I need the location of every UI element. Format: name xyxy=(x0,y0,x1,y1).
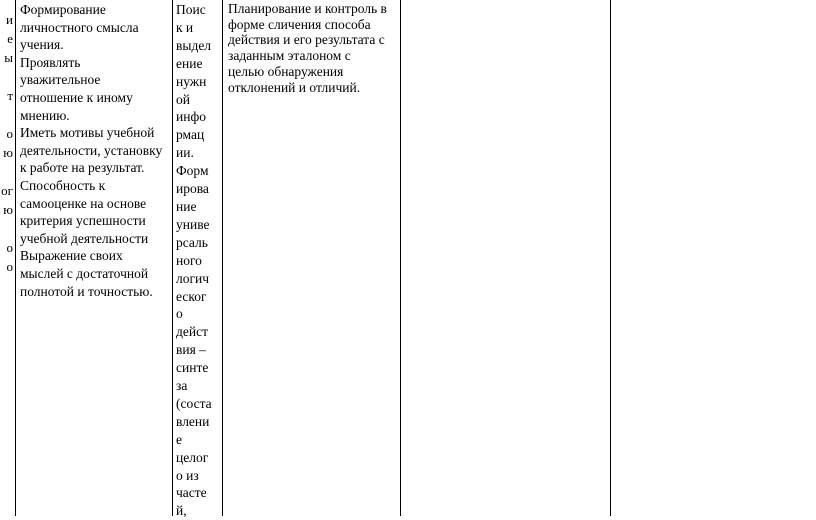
cell-text-line: Формирование xyxy=(20,2,106,17)
text-fragment: ю xyxy=(3,145,13,160)
text-fragment: ы xyxy=(4,50,13,65)
table-border-3 xyxy=(400,0,401,516)
text-fragment xyxy=(0,67,13,86)
cell-text-line: критерия успешности xyxy=(20,213,146,229)
table-cell-personal-results xyxy=(20,0,170,300)
cell-text-line: полнотой и точностью. xyxy=(20,283,153,299)
cell-text-line: (соста xyxy=(176,395,212,411)
cell-text-line: Иметь мотивы учебной xyxy=(20,125,155,141)
cell-text-line: Форм xyxy=(176,163,209,179)
table-cell-cognitive-actions xyxy=(176,0,216,520)
cell-text-line: ение xyxy=(176,55,203,71)
cell-text-line: часте xyxy=(176,485,207,501)
cell-text-line: еског xyxy=(176,288,207,304)
table-cell-empty xyxy=(402,0,608,516)
cell-text-line: целог xyxy=(176,449,209,465)
cell-text-line: ирова xyxy=(176,181,209,197)
table-cell-truncated xyxy=(0,0,13,276)
table-border-4 xyxy=(610,0,611,516)
cell-text-line: Поис xyxy=(176,2,206,17)
cell-text-line: действия и его результата с xyxy=(228,32,385,48)
text-fragment xyxy=(0,105,13,124)
cell-text-line: уважительное xyxy=(20,72,101,88)
cell-text-line: влени xyxy=(176,413,210,429)
cell-text-line: ой xyxy=(176,91,190,107)
cell-text-line: вия – xyxy=(176,342,206,358)
text-fragment: о xyxy=(6,240,13,255)
cell-text-line: ии. xyxy=(176,145,194,161)
cell-text-line: деятельности, установку xyxy=(20,142,163,158)
cell-text-line: дейст xyxy=(176,324,208,340)
table-border-left xyxy=(15,0,16,516)
cell-text-line: о xyxy=(176,306,183,322)
cell-text-line: инфо xyxy=(176,109,206,125)
cell-text-line: отношение к иному xyxy=(20,89,133,105)
cell-text-line: рмац xyxy=(176,127,205,143)
cell-text-line: Способность к xyxy=(20,177,106,193)
cell-text-line: о из xyxy=(176,467,199,483)
cell-text-line: к работе на результат. xyxy=(20,160,145,176)
cell-text-line: униве xyxy=(176,216,210,232)
text-fragment: о xyxy=(6,126,13,141)
table-cell-regulatory-actions xyxy=(228,0,398,95)
cell-text-line: за xyxy=(176,378,188,394)
cell-text-line: выдел xyxy=(176,37,212,53)
text-fragment: о xyxy=(6,259,13,274)
cell-text-line: Проявлять xyxy=(20,54,81,70)
cell-text-line: форме сличения способа xyxy=(228,16,371,32)
cell-text-line: к и xyxy=(176,19,194,35)
cell-text-line: Планирование и контроль в xyxy=(228,1,387,16)
text-fragment: ю xyxy=(3,202,13,217)
cell-text-line: й, xyxy=(176,503,187,519)
table-cell-empty xyxy=(612,0,816,516)
text-fragment: и xyxy=(6,12,13,27)
cell-text-line: нужн xyxy=(176,73,207,89)
cell-text-line: учебной деятельности xyxy=(20,230,149,246)
cell-text-line: целью обнаружения xyxy=(228,63,344,79)
cell-text-line: синте xyxy=(176,360,209,376)
cell-text-line: самооценке на основе xyxy=(20,195,147,211)
cell-text-line: е xyxy=(176,431,182,447)
cell-text-line: мыслей с достаточной xyxy=(20,265,149,281)
cell-text-line: рсаль xyxy=(176,234,208,250)
cell-text-line: логич xyxy=(176,270,210,286)
cell-text-line: Выражение своих xyxy=(20,248,123,264)
cell-text-line: ние xyxy=(176,198,197,214)
text-fragment: е xyxy=(7,31,13,46)
cell-text-line: личностного смысла xyxy=(20,19,139,35)
text-fragment xyxy=(0,219,13,238)
cell-text-line: ного xyxy=(176,252,202,268)
cell-text-line: отклонений и отличий. xyxy=(228,79,361,95)
table-border-1 xyxy=(172,0,173,516)
text-fragment: т xyxy=(7,88,13,103)
cell-text-line: учения. xyxy=(20,37,64,53)
table-border-2 xyxy=(222,0,223,516)
cell-text-line: заданным эталоном с xyxy=(228,48,351,64)
cell-text-line: мнению. xyxy=(20,107,70,123)
text-fragment: ог xyxy=(1,183,13,198)
text-fragment xyxy=(0,162,13,181)
